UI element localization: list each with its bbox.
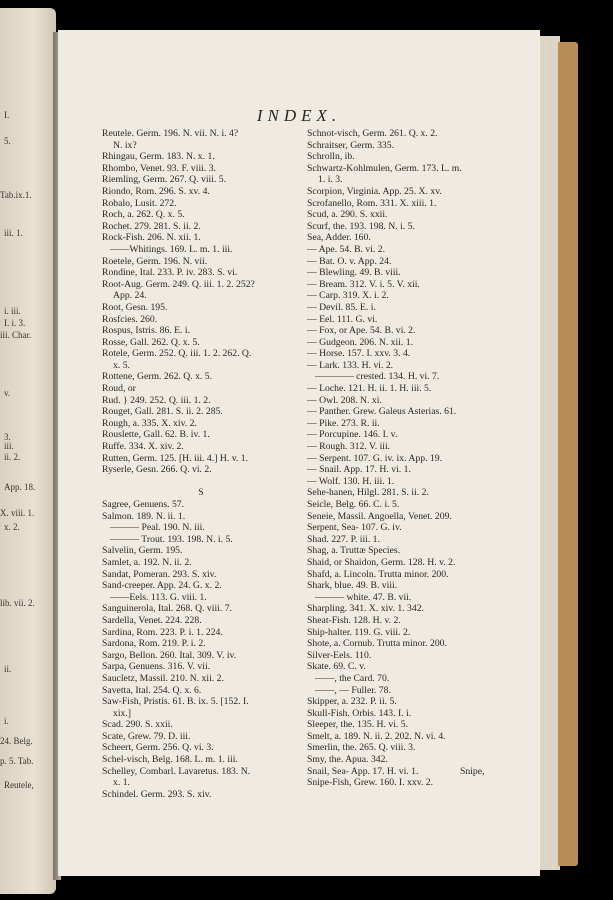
index-entry: — Blewling. 49. B. viii.: [307, 267, 401, 279]
index-entry: Sehe-hanen, Hilgl. 281. S. ii. 2.: [307, 487, 429, 499]
index-entry: Rochet. 279. 281. S. ii. 2.: [102, 220, 201, 232]
index-entry: Sharpling. 341. X. xiv. 1. 342.: [307, 603, 424, 615]
index-entry: Sand-creeper. App. 24. G. x. 2.: [102, 580, 222, 592]
left-page-fragment: ii. 2.: [4, 452, 21, 462]
left-page-fragment: 3.: [4, 432, 11, 442]
index-entry: Skipper, a. 232. P. ii. 5.: [307, 696, 397, 708]
left-page-fragment: 5.: [4, 136, 11, 146]
left-page-fragment: I. i. 3.: [4, 318, 26, 328]
index-entry: Smerlin, the. 265. Q. viii. 3.: [307, 742, 416, 754]
index-entry: — Loche. 121. H. ii. 1. H. iii. 5.: [307, 383, 432, 395]
index-entry: Sleeper, the. 135. H. vi. 5.: [307, 719, 409, 731]
index-entry: Seicle, Belg. 66. C. i. 5.: [307, 499, 400, 510]
index-entry: Shad. 227. P. iii. 1.: [307, 533, 380, 545]
index-entry: — Bream. 312. V. i. 5. V. xii.: [307, 278, 420, 290]
index-entry: Shark, blue. 49. B. viii.: [307, 580, 398, 592]
index-entry: Scorpion, Virginia. App. 25. X. xv.: [307, 185, 442, 197]
index-entry: Sargo, Bellon. 260. Ital. 309. V. iv.: [102, 649, 237, 661]
index-entry: Skate. 69. C. v.: [307, 661, 366, 673]
index-entry: Shafd, a. Lincoln. Trutta minor. 200.: [307, 568, 449, 580]
index-entry: Rhombo, Venet. 93. F. viii. 3.: [102, 162, 216, 174]
left-page-fragment: Tab.ix.1.: [0, 190, 32, 200]
index-entry: Salmon. 189. N. ii. 1.: [102, 510, 186, 522]
index-entry: Ruffe. 334. X. xiv. 2.: [102, 441, 184, 453]
index-entry: Schwartz-Kohlmulen, Germ. 173. L. m.: [307, 162, 462, 174]
index-entry: — Gudgeon. 206. N. xii. 1.: [307, 336, 414, 348]
index-entry: S: [198, 487, 204, 499]
index-entry: Schelley, Combarl. Lavaretus. 183. N.: [102, 765, 251, 777]
index-entry: ——, — Fuller. 78.: [315, 684, 391, 696]
index-entry: [102, 476, 300, 488]
index-entry: Scurf, the. 193. 198. N. i. 5.: [307, 220, 415, 232]
index-entry: — Carp. 319. X. i. 2.: [307, 290, 389, 302]
index-entry: Rospus, Istris. 86. E. i.: [102, 325, 191, 337]
left-page-fragment: lib. vii. 2.: [0, 598, 35, 608]
index-entry: Shote, a. Cornub. Trutta minor. 200.: [307, 638, 447, 650]
index-entry: Rhingau, Germ. 183. N. x. 1.: [102, 151, 215, 163]
left-page-fragment: Reutele,: [4, 780, 34, 790]
page-stack-edge: [540, 36, 560, 870]
index-entry: Scrofanello, Rom. 331. X. xiii. 1.: [307, 197, 437, 209]
left-page-fragment: X. viii. 1.: [0, 508, 35, 518]
index-entry: Scud, a. 290. S. xxii.: [307, 209, 388, 221]
index-entry: — Snail. App. 17. H. vi. 1.: [307, 464, 411, 476]
index-entry: N. ix?: [113, 139, 137, 151]
index-entry: ——Whitings. 169. L. m. 1. iii.: [110, 243, 233, 255]
index-entry: Savetta, Ital. 254. Q. x. 6.: [102, 684, 202, 696]
left-page-fragment: I.: [4, 110, 10, 120]
index-entry: ——— Trout. 193. 198. N. i. 5.: [110, 533, 233, 545]
index-entry: Saw-Fish, Pristis. 61. B. ix. 5. [152. I.: [102, 696, 249, 708]
index-entry: Rouget, Gall. 281. S. ii. 2. 285.: [102, 406, 223, 418]
left-page-fragment: iii. Char.: [0, 330, 32, 340]
index-entry: Riondo, Rom. 296. S. xv. 4.: [102, 185, 210, 197]
index-entry: Rottene, Germ. 262. Q. x. 5.: [102, 371, 213, 383]
index-entry: Sea, Adder. 160.: [307, 232, 371, 244]
index-entry: Salvelin, Germ. 195.: [102, 545, 183, 557]
index-entry: Saucletz, Massil. 210. N. xii. 2.: [102, 672, 224, 684]
index-entry: Schel-visch, Belg. 168. L. m. 1. iii.: [102, 754, 238, 766]
index-entry: — Bat. O. v. App. 24.: [307, 255, 392, 267]
index-entry: Rotele, Germ. 252. Q. iii. 1. 2. 262. Q.: [102, 348, 252, 360]
index-entry: x. 5.: [113, 359, 130, 371]
index-entry: Riemling, Germ. 267. Q. viii. 5.: [102, 174, 227, 186]
left-page-fragment: iii.: [4, 441, 14, 451]
book-cover-edge: [558, 42, 578, 866]
index-entry: Sanguinerola, Ital. 268. Q. viii. 7.: [102, 603, 232, 615]
index-entry: Roch, a. 262. Q. x. 5.: [102, 209, 185, 221]
index-entry: — Devil. 85. E. i.: [307, 301, 376, 313]
index-entry: Shag, a. Truttæ Species.: [307, 545, 401, 557]
index-entry: Rough, a. 335. X. xiv. 2.: [102, 417, 197, 429]
index-entry: Sardona, Rom. 219. P. i. 2.: [102, 638, 206, 650]
index-entry: Reutele. Germ. 196. N. vii. N. i. 4?: [102, 128, 239, 139]
left-page-fragment: ii.: [4, 664, 12, 674]
index-entry: Roud, or: [102, 383, 136, 395]
left-page-fragment: p. 5. Tab.: [0, 756, 34, 766]
index-entry: Ryserle, Gesn. 266. Q. vi. 2.: [102, 464, 212, 476]
left-page-fragment: i. iii.: [4, 306, 21, 316]
index-entry: Schindel. Germ. 293. S. xiv.: [102, 788, 212, 800]
left-page-fragment: 24. Belg.: [0, 736, 33, 746]
index-entry: — Ape. 54. B. vi. 2.: [307, 243, 386, 255]
index-entry: — Wolf. 130. H. iii. 1.: [307, 475, 395, 487]
index-entry: App. 24.: [113, 290, 147, 302]
index-entry: — Rough. 312. V. iii.: [307, 441, 391, 453]
index-entry: ———— crested. 134. H. vi. 7.: [315, 371, 440, 383]
index-entry: Schraitser, Germ. 335.: [307, 139, 395, 151]
index-entry: Snail, Sea- App. 17. H. vi. 1.: [307, 765, 419, 777]
index-entry: ——, the Card. 70.: [315, 672, 390, 684]
index-entry: ——— white. 47. B. vii.: [315, 591, 412, 603]
index-entry: ——— Peal. 190. N. iii.: [110, 522, 205, 534]
index-entry: — Porcupine. 146. I. v.: [307, 429, 398, 441]
index-entry: Scad. 290. S. xxii.: [102, 719, 173, 731]
index-entry: Sagree, Genuens. 57.: [102, 499, 185, 510]
index-entry: Sandat, Pomeran. 293. S. xiv.: [102, 568, 217, 580]
index-entry: Root, Gesn. 195.: [102, 301, 168, 313]
index-entry: xix.]: [113, 707, 132, 719]
index-entry: Sarpa, Genuens. 316. V. vii.: [102, 661, 211, 673]
index-entry: Roetele, Germ. 196. N. vii.: [102, 255, 208, 267]
index-entry: Rutten, Germ. 125. [H. iii. 4.] H. v. 1.: [102, 452, 249, 464]
index-column-left: [102, 128, 300, 800]
index-entry: — Horse. 157. I. xxv. 3. 4.: [307, 348, 411, 360]
index-entry: Serpent, Sea- 107. G. iv.: [307, 522, 402, 534]
index-entry: Smelt, a. 189. N. ii. 2. 202. N. vi. 4.: [307, 730, 446, 742]
index-column-right: [307, 128, 512, 789]
left-page-edge: [0, 8, 56, 894]
left-page-fragment: x. 2.: [4, 522, 20, 532]
index-entry: Rosfcies. 260.: [102, 313, 158, 325]
index-entry: 1. i. 3.: [318, 174, 343, 186]
catchword: Snipe,: [460, 766, 485, 777]
index-entry: Robalo, Lusit. 272.: [102, 197, 177, 209]
left-page-fragment: v.: [4, 388, 11, 398]
page-title: INDEX.: [256, 106, 342, 125]
left-page-fragment: i.: [4, 716, 9, 726]
index-entry: — Serpent. 107. G. iv. ix. App. 19.: [307, 452, 442, 464]
left-page-fragment: App. 18.: [4, 482, 36, 492]
index-entry: Smy, the. Apua. 342.: [307, 754, 388, 766]
index-entry: Root-Aug. Germ. 249. Q. iii. 1. 2. 252?: [102, 278, 255, 290]
index-entry: Sardina, Rom. 223. P. i. 1. 224.: [102, 626, 223, 638]
index-entry: Scheert, Germ. 256. Q. vi. 3.: [102, 742, 214, 754]
index-entry: — Lark. 133. H. vi. 2.: [307, 359, 394, 371]
index-entry: Rock-Fish. 206. N. xii. 1.: [102, 232, 201, 244]
index-entry: Rud. } 249. 252. Q. iii. 1. 2.: [102, 394, 211, 406]
index-entry: Sardella, Venet. 224. 228.: [102, 614, 202, 626]
index-entry: Shaid, or Shaidon, Germ. 128. H. v. 2.: [307, 556, 456, 568]
index-entry: Rosse, Gall. 262. Q. x. 5.: [102, 336, 200, 348]
left-page-fragment: iii. 1.: [4, 228, 23, 238]
index-entry: Scate, Grew. 79. D. iii.: [102, 730, 191, 742]
index-entry: Ship-halter. 119. G. viii. 2.: [307, 626, 411, 638]
index-entry: Samlet, a. 192. N. ii. 2.: [102, 556, 192, 568]
index-entry: — Pike. 273. R. ii.: [307, 417, 380, 429]
index-entry: Rondine, Ital. 233. P. iv. 283. S. vi.: [102, 267, 238, 279]
index-entry: — Eel. 111. G. vi.: [307, 313, 378, 325]
index-entry: Schrolln, ib.: [307, 151, 355, 163]
index-entry: — Fox, or Ape. 54. B. vi. 2.: [307, 325, 416, 337]
index-entry: Silver-Eels. 110.: [307, 649, 372, 661]
index-entry: Sheat-Fish. 128. H. v. 2.: [307, 614, 401, 626]
index-entry: Snipe-Fish, Grew. 160. I. xxv. 2.: [307, 777, 434, 789]
index-entry: x. 1.: [113, 777, 130, 789]
index-entry: ——Eels. 113. G. viii. 1.: [110, 591, 207, 603]
index-entry: Rouslette, Gall. 62. B. iv. 1.: [102, 429, 210, 441]
index-entry: Schnot-visch, Germ. 261. Q. x. 2.: [307, 128, 438, 139]
index-entry: — Panther. Grew. Galeus Asterias. 61.: [307, 406, 457, 418]
index-entry: Seneie, Massil. Angoella, Venet. 209.: [307, 510, 452, 522]
index-entry: Skull-Fish. Orbis. 143. I. i.: [307, 707, 412, 719]
index-entry: — Owl. 208. N. xi.: [307, 394, 382, 406]
